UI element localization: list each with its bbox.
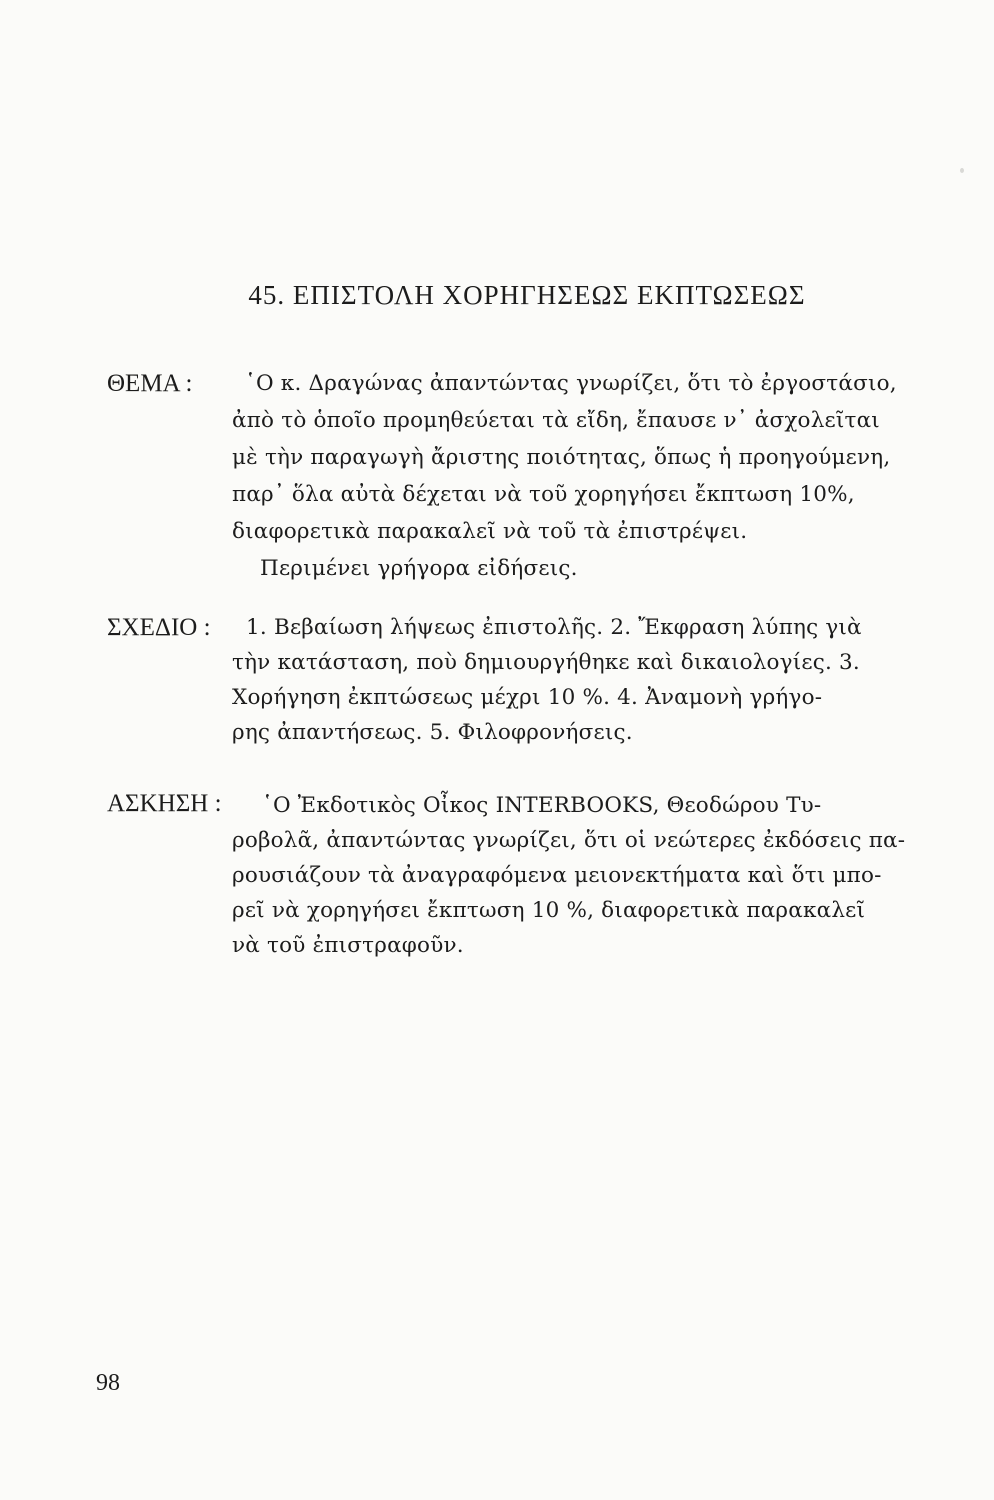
askisi-line: ρουσιάζουν τὰ ἀναγραφόμενα μειονεκτήματα καὶ ὅτι μπο- (232, 863, 882, 888)
thema-line: διαφορετικὰ παρακαλεῖ νὰ τοῦ τὰ ἐπιστρέψει. (232, 519, 748, 544)
page-title: 45. ΕΠΙΣΤΟΛΗ ΧΟΡΗΓΗΣΕΩΣ ΕΚΠΤΩΣΕΩΣ (248, 280, 806, 310)
askisi-line: ῾Ο Ἐκδοτικὸς Οἶκος INTERBOOKS, Θεοδώρου Τυ- (262, 793, 822, 818)
askisi-label: ΑΣΚΗΣΗ : (107, 790, 222, 817)
schedio-line: τὴν κατάσταση, ποὺ δημιουργήθηκε καὶ δικαιολογίες. 3. (232, 650, 860, 675)
thema-line: ἀπὸ τὸ ὁποῖο προμηθεύεται τὰ εἴδη, ἔπαυσε ν᾽ ἀσχολεῖται (232, 408, 880, 433)
schedio-label: ΣΧΕΔΙΟ : (107, 614, 211, 641)
thema-label: ΘΕΜΑ : (107, 370, 193, 397)
askisi-section (0, 786, 994, 976)
thema-line: μὲ τὴν παραγωγὴ ἄριστης ποιότητας, ὅπως ἡ προηγούμενη, (232, 445, 891, 470)
page-number: 98 (96, 1370, 120, 1396)
askisi-line: νὰ τοῦ ἐπιστραφοῦν. (232, 933, 464, 958)
schedio-line: 1. Βεβαίωση λήψεως ἐπιστολῆς. 2. Ἔκφραση λύπης γιὰ (246, 615, 862, 640)
askisi-line: ρεῖ νὰ χορηγήσει ἔκπτωση 10 %, διαφορετικὰ παρακαλεῖ (232, 898, 866, 923)
schedio-section (0, 610, 994, 760)
schedio-line: ρης ἀπαντήσεως. 5. Φιλοφρονήσεις. (232, 720, 633, 745)
thema-section (0, 366, 994, 586)
thema-line: ῾Ο κ. Δραγώνας ἀπαντώντας γνωρίζει, ὅτι τὸ ἐργοστάσιο, (245, 371, 897, 396)
paper-speck (960, 168, 964, 173)
thema-line: Περιμένει γρήγορα εἰδήσεις. (260, 556, 578, 581)
askisi-line: ροβολᾶ, ἀπαντώντας γνωρίζει, ὅτι οἱ νεώτερες ἐκδόσεις πα- (232, 828, 906, 853)
schedio-line: Χορήγηση ἐκπτώσεως μέχρι 10 %. 4. Ἀναμονὴ γρήγο- (232, 685, 823, 710)
thema-line: παρ᾽ ὅλα αὐτὰ δέχεται νὰ τοῦ χορηγήσει ἔκπτωση 10%, (232, 482, 855, 507)
